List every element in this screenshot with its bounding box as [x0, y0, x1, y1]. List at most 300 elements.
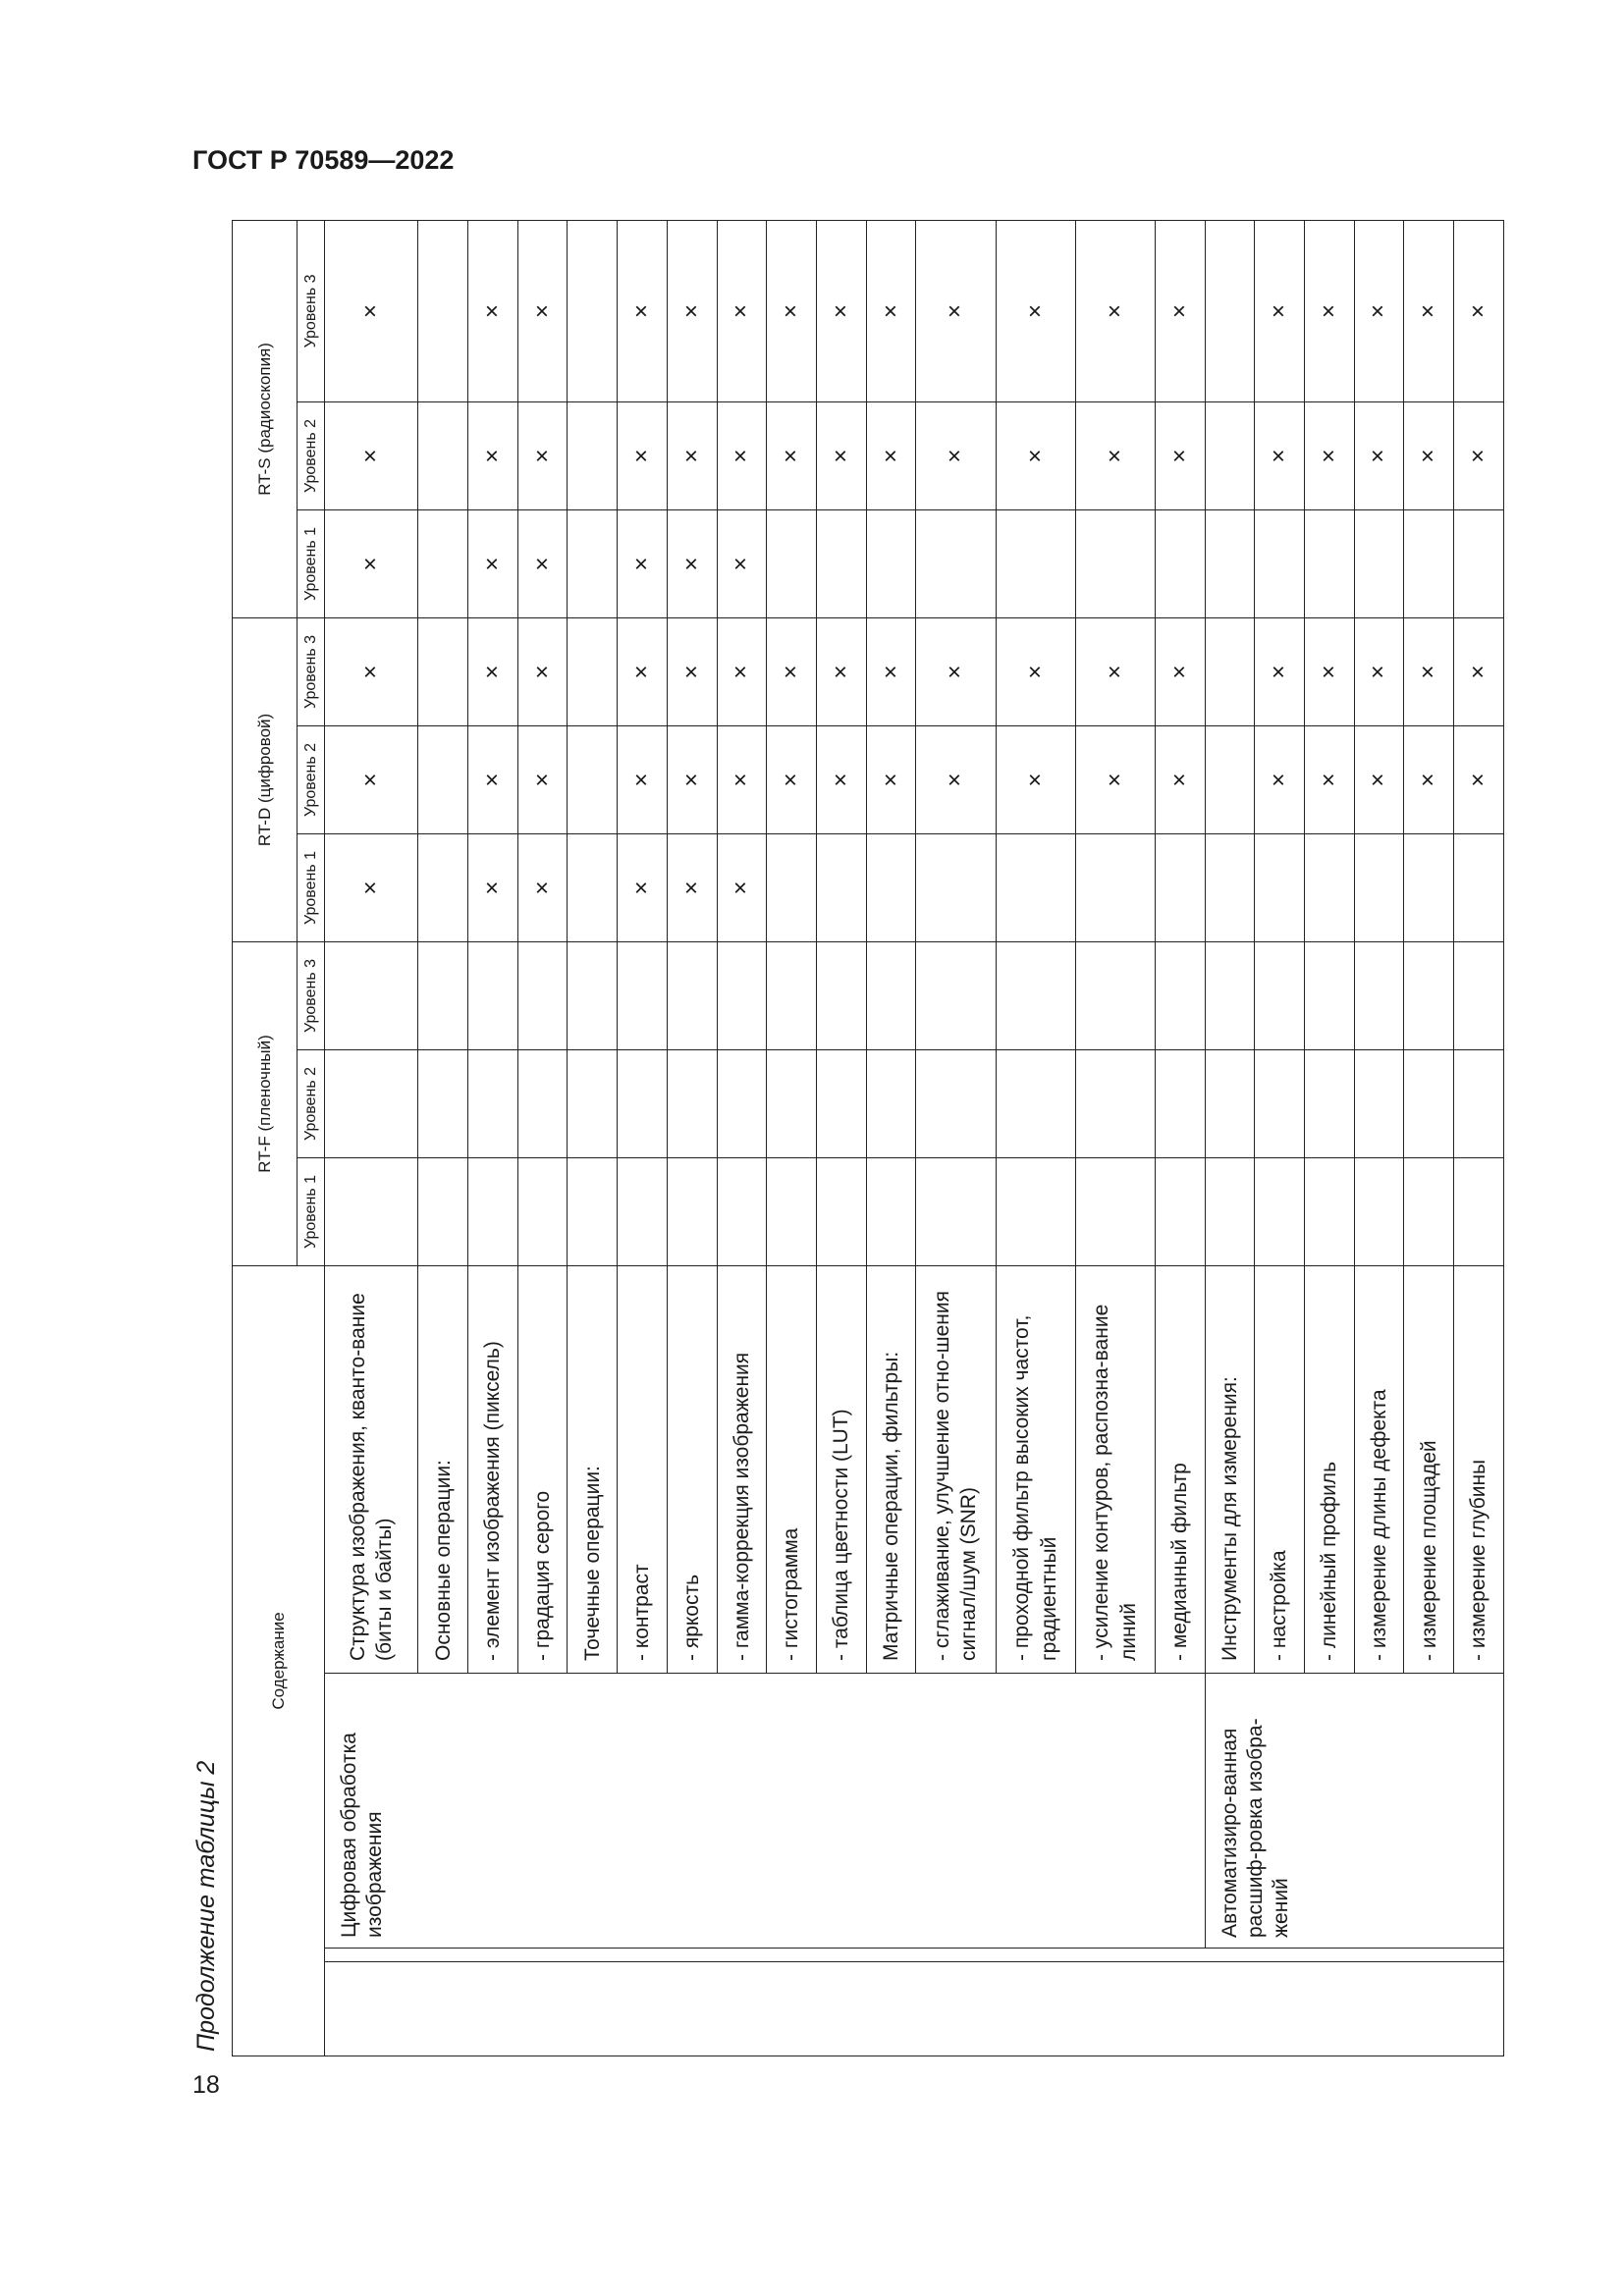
mark-cell — [667, 401, 717, 509]
mark-cell — [1155, 1049, 1205, 1157]
mark-cell — [667, 617, 717, 725]
mark-cell — [916, 401, 996, 509]
mark-cell — [667, 833, 717, 941]
mark-cell — [717, 1157, 767, 1265]
mark-cell — [1255, 941, 1305, 1049]
row-label: Инструменты для измерения: — [1205, 1265, 1255, 1673]
mark-cell — [767, 617, 817, 725]
mark-cell — [418, 220, 468, 401]
mark-cell — [1354, 1157, 1404, 1265]
cross-mark: × — [357, 773, 385, 787]
mark-cell — [767, 833, 817, 941]
mark-cell — [1304, 833, 1354, 941]
mark-cell — [996, 833, 1075, 941]
cross-mark: × — [478, 773, 506, 787]
mark-cell — [1075, 1049, 1155, 1157]
mark-cell — [996, 1049, 1075, 1157]
mark-cell — [816, 1049, 866, 1157]
mark-cell — [717, 401, 767, 509]
cross-mark: × — [1365, 665, 1392, 679]
mark-cell — [916, 509, 996, 617]
mark-cell — [468, 617, 518, 725]
cross-mark: × — [677, 557, 705, 571]
mark-cell — [517, 1157, 568, 1265]
mark-cell — [1205, 833, 1255, 941]
cross-mark: × — [1266, 773, 1293, 787]
mark-cell — [767, 1157, 817, 1265]
mark-cell — [1404, 617, 1454, 725]
category-cell: Цифровая обработка изображения — [325, 1674, 1206, 1949]
cross-mark: × — [728, 665, 755, 679]
cross-mark: × — [478, 449, 506, 463]
mark-cell — [1155, 509, 1205, 617]
mark-cell — [1304, 1049, 1354, 1157]
mark-cell — [1354, 220, 1404, 401]
cross-mark: × — [942, 303, 969, 318]
cross-mark: × — [877, 665, 904, 679]
mark-cell — [916, 833, 996, 941]
cross-mark: × — [1365, 303, 1392, 318]
cross-mark: × — [1021, 303, 1049, 318]
level-header: Уровень 2 — [298, 1049, 325, 1157]
mark-cell — [816, 725, 866, 833]
cross-mark: × — [628, 303, 655, 318]
mark-cell — [1075, 833, 1155, 941]
mark-cell — [1255, 617, 1305, 725]
mark-cell — [916, 1049, 996, 1157]
mark-cell — [1404, 401, 1454, 509]
mark-cell — [1454, 617, 1504, 725]
cross-mark: × — [877, 773, 904, 787]
mark-cell — [418, 833, 468, 941]
mark-cell — [667, 220, 717, 401]
mark-cell — [1404, 220, 1454, 401]
cross-mark: × — [1165, 665, 1193, 679]
category-cell: Автоматизиро-ванная расшиф-ровка изобра-жений — [1205, 1674, 1504, 1949]
cross-mark: × — [478, 881, 506, 895]
mark-cell — [866, 941, 916, 1049]
cross-mark: × — [357, 303, 385, 318]
mark-cell — [618, 1157, 668, 1265]
mark-cell — [418, 509, 468, 617]
row-label: - гамма-коррекция изображения — [717, 1265, 767, 1673]
mark-cell — [1255, 1157, 1305, 1265]
mark-cell — [1454, 509, 1504, 617]
mark-cell — [767, 220, 817, 401]
mark-cell — [767, 725, 817, 833]
mark-cell — [667, 1157, 717, 1265]
mark-cell — [517, 220, 568, 401]
row-label: - гистограмма — [767, 1265, 817, 1673]
cross-mark: × — [778, 449, 805, 463]
cross-mark: × — [677, 881, 705, 895]
mark-cell — [1454, 941, 1504, 1049]
cross-mark: × — [1315, 303, 1342, 318]
mark-cell — [767, 941, 817, 1049]
mark-cell — [1075, 401, 1155, 509]
mark-cell — [568, 833, 618, 941]
cross-mark: × — [1101, 665, 1128, 679]
cross-mark: × — [1021, 449, 1049, 463]
mark-cell — [325, 941, 418, 1049]
mark-cell — [866, 617, 916, 725]
mark-cell — [1255, 509, 1305, 617]
row-label: - проходной фильтр высоких частот, градиентный — [996, 1265, 1075, 1673]
row-label: - таблица цветности (LUT) — [816, 1265, 866, 1673]
mark-cell — [468, 1049, 518, 1157]
page-number: 18 — [192, 2071, 220, 2099]
mark-cell — [618, 1049, 668, 1157]
mark-cell — [866, 509, 916, 617]
mark-cell — [1205, 1049, 1255, 1157]
cross-mark: × — [827, 773, 854, 787]
group-rt-d: RT-D (цифровой) — [233, 617, 298, 941]
table-row — [1205, 220, 1255, 2056]
content-header: Содержание — [233, 1265, 325, 2056]
cross-mark: × — [357, 665, 385, 679]
cross-mark: × — [677, 449, 705, 463]
mark-cell — [1404, 1049, 1454, 1157]
mark-cell — [1155, 1157, 1205, 1265]
mark-cell — [1354, 509, 1404, 617]
mark-cell — [996, 401, 1075, 509]
mark-cell — [468, 401, 518, 509]
mark-cell — [1404, 1157, 1454, 1265]
row-label: - контраст — [618, 1265, 668, 1673]
mark-cell — [916, 941, 996, 1049]
double-rule-cell — [325, 1949, 1504, 1962]
mark-cell — [667, 509, 717, 617]
mark-cell — [1354, 401, 1404, 509]
mark-cell — [717, 509, 767, 617]
row-label: - измерение глубины — [1454, 1265, 1504, 1673]
mark-cell — [1255, 833, 1305, 941]
mark-cell — [418, 1157, 468, 1265]
group-rt-f: RT-F (пленочный) — [233, 941, 298, 1265]
mark-cell — [325, 220, 418, 401]
group-rt-s: RT-S (радиоскопия) — [233, 220, 298, 617]
mark-cell — [866, 725, 916, 833]
cross-mark: × — [628, 773, 655, 787]
cross-mark: × — [357, 557, 385, 571]
mark-cell — [1075, 220, 1155, 401]
mark-cell — [996, 617, 1075, 725]
level-header: Уровень 1 — [298, 509, 325, 617]
mark-cell — [1155, 833, 1205, 941]
cross-mark: × — [1021, 665, 1049, 679]
mark-cell — [767, 1049, 817, 1157]
cross-mark: × — [528, 665, 556, 679]
cross-mark: × — [1101, 449, 1128, 463]
cross-mark: × — [528, 303, 556, 318]
mark-cell — [1075, 1157, 1155, 1265]
mark-cell — [1205, 941, 1255, 1049]
mark-cell — [325, 509, 418, 617]
requirements-table — [232, 220, 1504, 2056]
cross-mark: × — [1165, 449, 1193, 463]
row-label: - медианный фильтр — [1155, 1265, 1205, 1673]
mark-cell — [1205, 617, 1255, 725]
cross-mark: × — [1315, 449, 1342, 463]
table-row — [325, 220, 418, 2056]
cross-mark: × — [1465, 449, 1491, 463]
cross-mark: × — [677, 303, 705, 318]
row-label: - линейный профиль — [1304, 1265, 1354, 1673]
cross-mark: × — [677, 665, 705, 679]
table-body — [325, 220, 1504, 2056]
cross-mark: × — [1415, 665, 1442, 679]
mark-cell — [717, 833, 767, 941]
mark-cell — [618, 509, 668, 617]
mark-cell — [568, 1157, 618, 1265]
table-caption: Продолжение таблицы 2 — [192, 1760, 220, 2052]
mark-cell — [1205, 220, 1255, 401]
mark-cell — [866, 1049, 916, 1157]
group-header-row — [233, 220, 298, 2056]
level-header: Уровень 2 — [298, 725, 325, 833]
mark-cell — [916, 220, 996, 401]
mark-cell — [1205, 1157, 1255, 1265]
cross-mark: × — [1415, 303, 1442, 318]
mark-cell — [996, 941, 1075, 1049]
cross-mark: × — [528, 557, 556, 571]
cross-mark: × — [357, 449, 385, 463]
mark-cell — [568, 220, 618, 401]
mark-cell — [1404, 941, 1454, 1049]
mark-cell — [1155, 220, 1205, 401]
level-header: Уровень 3 — [298, 941, 325, 1049]
mark-cell — [1304, 617, 1354, 725]
mark-cell — [1255, 220, 1305, 401]
mark-cell — [1075, 725, 1155, 833]
mark-cell — [996, 220, 1075, 401]
mark-cell — [1454, 1157, 1504, 1265]
mark-cell — [816, 401, 866, 509]
mark-cell — [468, 220, 518, 401]
mark-cell — [517, 725, 568, 833]
mark-cell — [996, 725, 1075, 833]
mark-cell — [1155, 401, 1205, 509]
cross-mark: × — [827, 303, 854, 318]
row-label: - элемент изображения (пиксель) — [468, 1265, 518, 1673]
row-label: - яркость — [667, 1265, 717, 1673]
mark-cell — [618, 220, 668, 401]
mark-cell — [325, 833, 418, 941]
cross-mark: × — [628, 557, 655, 571]
row-label: - усиление контуров, распозна-вание линий — [1075, 1265, 1155, 1673]
mark-cell — [618, 833, 668, 941]
mark-cell — [1304, 725, 1354, 833]
cross-mark: × — [1415, 449, 1442, 463]
mark-cell — [468, 725, 518, 833]
mark-cell — [1155, 617, 1205, 725]
mark-cell — [1454, 1049, 1504, 1157]
mark-cell — [1404, 833, 1454, 941]
mark-cell — [816, 220, 866, 401]
cross-mark: × — [1315, 773, 1342, 787]
mark-cell — [1304, 509, 1354, 617]
mark-cell — [468, 509, 518, 617]
empty-lead-cell — [325, 1962, 1504, 2056]
cross-mark: × — [728, 881, 755, 895]
mark-cell — [916, 1157, 996, 1265]
mark-cell — [1354, 941, 1404, 1049]
cross-mark: × — [1021, 773, 1049, 787]
mark-cell — [866, 1157, 916, 1265]
cross-mark: × — [827, 665, 854, 679]
row-label: - измерение длины дефекта — [1354, 1265, 1404, 1673]
cross-mark: × — [478, 557, 506, 571]
mark-cell — [667, 1049, 717, 1157]
mark-cell — [418, 401, 468, 509]
mark-cell — [1454, 725, 1504, 833]
mark-cell — [618, 617, 668, 725]
mark-cell — [816, 509, 866, 617]
mark-cell — [717, 1049, 767, 1157]
cross-mark: × — [1101, 773, 1128, 787]
mark-cell — [916, 725, 996, 833]
mark-cell — [1454, 833, 1504, 941]
cross-mark: × — [877, 303, 904, 318]
cross-mark: × — [728, 557, 755, 571]
cross-mark: × — [628, 881, 655, 895]
row-label: Основные операции: — [418, 1265, 468, 1673]
level-header: Уровень 3 — [298, 220, 325, 401]
mark-cell — [1155, 725, 1205, 833]
mark-cell — [667, 725, 717, 833]
mark-cell — [568, 401, 618, 509]
mark-cell — [517, 509, 568, 617]
cross-mark: × — [1365, 773, 1392, 787]
mark-cell — [1354, 725, 1404, 833]
mark-cell — [325, 725, 418, 833]
mark-cell — [996, 1157, 1075, 1265]
cross-mark: × — [728, 303, 755, 318]
mark-cell — [1205, 401, 1255, 509]
mark-cell — [325, 1157, 418, 1265]
cross-mark: × — [942, 773, 969, 787]
mark-cell — [1354, 617, 1404, 725]
mark-cell — [618, 941, 668, 1049]
mark-cell — [1404, 725, 1454, 833]
mark-cell — [618, 725, 668, 833]
mark-cell — [1255, 725, 1305, 833]
mark-cell — [767, 401, 817, 509]
cross-mark: × — [827, 449, 854, 463]
mark-cell — [816, 617, 866, 725]
mark-cell — [816, 1157, 866, 1265]
mark-cell — [996, 509, 1075, 617]
mark-cell — [568, 617, 618, 725]
mark-cell — [717, 617, 767, 725]
cross-mark: × — [942, 449, 969, 463]
cross-mark: × — [1465, 303, 1491, 318]
cross-mark: × — [528, 773, 556, 787]
mark-cell — [1304, 1157, 1354, 1265]
mark-cell — [517, 941, 568, 1049]
cross-mark: × — [1266, 303, 1293, 318]
cross-mark: × — [677, 773, 705, 787]
cross-mark: × — [628, 449, 655, 463]
cross-mark: × — [1365, 449, 1392, 463]
row-label: - сглаживание, улучшение отно-шения сигнал/шум (SNR) — [916, 1265, 996, 1673]
mark-cell — [1304, 220, 1354, 401]
cross-mark: × — [357, 881, 385, 895]
mark-cell — [1304, 401, 1354, 509]
mark-cell — [1354, 1049, 1404, 1157]
cross-mark: × — [628, 665, 655, 679]
mark-cell — [618, 401, 668, 509]
mark-cell — [325, 1049, 418, 1157]
mark-cell — [1354, 833, 1404, 941]
level-header: Уровень 1 — [298, 1157, 325, 1265]
cross-mark: × — [528, 881, 556, 895]
mark-cell — [325, 401, 418, 509]
cross-mark: × — [1266, 449, 1293, 463]
cross-mark: × — [1165, 773, 1193, 787]
mark-cell — [1255, 1049, 1305, 1157]
cross-mark: × — [942, 665, 969, 679]
mark-cell — [1454, 401, 1504, 509]
mark-cell — [1205, 509, 1255, 617]
mark-cell — [468, 941, 518, 1049]
mark-cell — [517, 617, 568, 725]
mark-cell — [767, 509, 817, 617]
mark-cell — [568, 941, 618, 1049]
cross-mark: × — [478, 303, 506, 318]
mark-cell — [866, 401, 916, 509]
mark-cell — [418, 725, 468, 833]
cross-mark: × — [877, 449, 904, 463]
cross-mark: × — [478, 665, 506, 679]
cross-mark: × — [1415, 773, 1442, 787]
mark-cell — [916, 617, 996, 725]
cross-mark: × — [728, 449, 755, 463]
mark-cell — [468, 1157, 518, 1265]
mark-cell — [325, 617, 418, 725]
mark-cell — [1404, 509, 1454, 617]
mark-cell — [1255, 401, 1305, 509]
row-label: Матричные операции, фильтры: — [866, 1265, 916, 1673]
cross-mark: × — [778, 773, 805, 787]
mark-cell — [468, 833, 518, 941]
mark-cell — [1075, 509, 1155, 617]
level-header: Уровень 1 — [298, 833, 325, 941]
cross-mark: × — [1101, 303, 1128, 318]
cross-mark: × — [778, 303, 805, 318]
mark-cell — [418, 1049, 468, 1157]
document-id: ГОСТ Р 70589—2022 — [192, 145, 455, 175]
row-label: - измерение площадей — [1404, 1265, 1454, 1673]
mark-cell — [568, 1049, 618, 1157]
level-header: Уровень 3 — [298, 617, 325, 725]
row-label: - настройка — [1255, 1265, 1305, 1673]
mark-cell — [568, 725, 618, 833]
cross-mark: × — [1465, 665, 1491, 679]
mark-cell — [1304, 941, 1354, 1049]
cross-mark: × — [778, 665, 805, 679]
mark-cell — [717, 725, 767, 833]
mark-cell — [1454, 220, 1504, 401]
mark-cell — [1155, 941, 1205, 1049]
cross-mark: × — [728, 773, 755, 787]
cross-mark: × — [1266, 665, 1293, 679]
row-label: Точечные операции: — [568, 1265, 618, 1673]
row-label: Структура изображения, кванто-вание (биты и байты) — [325, 1265, 418, 1673]
mark-cell — [517, 401, 568, 509]
mark-cell — [517, 833, 568, 941]
level-header: Уровень 2 — [298, 401, 325, 509]
